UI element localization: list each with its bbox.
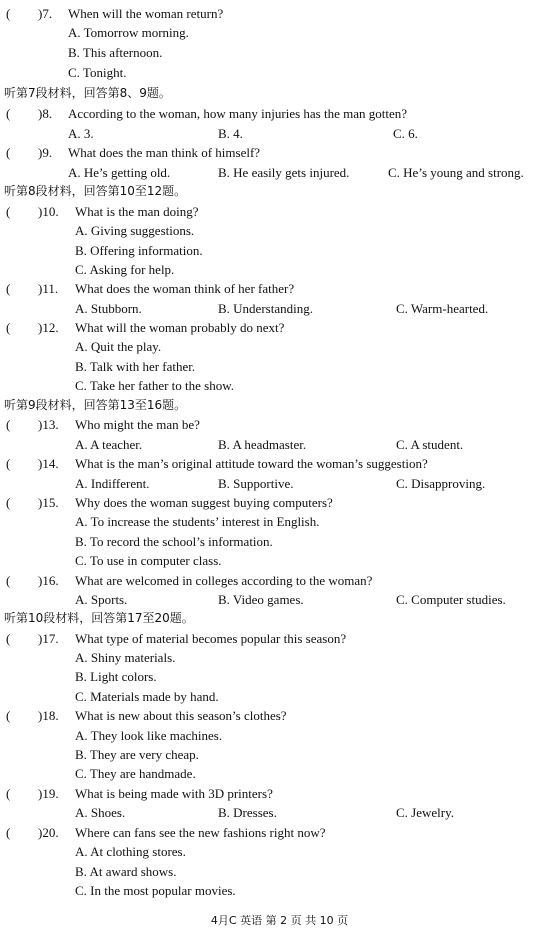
option-row <box>0 299 559 318</box>
section-heading: 听第8段材料，回答第10至12题。 <box>4 184 187 198</box>
option-a: A. To increase the students’ interest in English. <box>75 514 320 529</box>
option-c: C. Tonight. <box>68 65 127 80</box>
option-row <box>0 551 559 570</box>
option-a: A. Quit the play. <box>75 339 162 354</box>
option-b: B. Video games. <box>218 592 304 607</box>
option-b: B. This afternoon. <box>68 45 163 60</box>
question-17 <box>0 629 559 648</box>
option-c: C. 6. <box>393 126 418 141</box>
question-number: )16. <box>38 573 59 588</box>
option-b: B. 4. <box>218 126 243 141</box>
question-number: )10. <box>38 204 59 219</box>
question-number: )11. <box>38 281 59 296</box>
question-number: )12. <box>38 320 59 335</box>
question-13 <box>0 415 559 434</box>
question-number: )17. <box>38 631 59 646</box>
option-b: B. They are very cheap. <box>75 747 199 762</box>
question-16 <box>0 571 559 590</box>
option-c: C. A student. <box>396 437 464 452</box>
answer-blank: ( <box>6 708 11 723</box>
option-a: A. 3. <box>68 126 94 141</box>
option-row <box>0 745 559 764</box>
option-row <box>0 667 559 686</box>
option-row <box>0 337 559 356</box>
page-footer: 4月C 英语 第 2 页 共 10 页 <box>210 914 349 927</box>
question-text: Why does the woman suggest buying computers? <box>75 495 333 510</box>
question-text: What does the woman think of her father? <box>75 281 295 296</box>
question-text: What does the man think of himself? <box>68 145 261 160</box>
question-10 <box>0 202 559 221</box>
option-b: B. Talk with her father. <box>75 359 196 374</box>
section-heading: 听第9段材料，回答第13至16题。 <box>4 398 187 412</box>
answer-blank: ( <box>6 825 11 840</box>
option-row <box>0 43 559 62</box>
question-8 <box>0 104 559 123</box>
option-b: B. Dresses. <box>218 805 277 820</box>
answer-blank: ( <box>6 495 11 510</box>
question-text: What type of material becomes popular this season? <box>75 631 347 646</box>
option-c: C. In the most popular movies. <box>75 883 236 898</box>
option-c: C. Asking for help. <box>75 262 175 277</box>
option-row <box>0 803 559 822</box>
option-c: C. Jewelry. <box>396 805 455 820</box>
answer-blank: ( <box>6 631 11 646</box>
option-c: C. Materials made by hand. <box>75 689 219 704</box>
option-c: C. To use in computer class. <box>75 553 222 568</box>
question-14 <box>0 454 559 473</box>
option-a: A. Stubborn. <box>75 301 142 316</box>
option-a: A. Shoes. <box>75 805 126 820</box>
question-text: What are welcomed in colleges according to the woman? <box>75 573 373 588</box>
option-row <box>0 648 559 667</box>
option-b: B. A headmaster. <box>218 437 307 452</box>
option-a: A. A teacher. <box>75 437 143 452</box>
option-row <box>0 376 559 395</box>
option-c: C. Computer studies. <box>396 592 506 607</box>
option-b: B. He easily gets injured. <box>218 165 350 180</box>
question-20 <box>0 823 559 842</box>
question-number: )18. <box>38 708 59 723</box>
answer-blank: ( <box>6 6 11 21</box>
question-9 <box>0 143 559 162</box>
answer-blank: ( <box>6 281 11 296</box>
option-a: A. Tomorrow morning. <box>68 25 189 40</box>
option-row <box>0 726 559 745</box>
option-row <box>0 260 559 279</box>
option-a: A. He’s getting old. <box>68 165 171 180</box>
option-b: B. Understanding. <box>218 301 313 316</box>
question-text: When will the woman return? <box>68 6 224 21</box>
option-row <box>0 163 559 182</box>
option-row <box>0 241 559 260</box>
option-b: B. To record the school’s information. <box>75 534 273 549</box>
answer-blank: ( <box>6 106 11 121</box>
question-number: )19. <box>38 786 59 801</box>
question-text: Who might the man be? <box>75 417 200 432</box>
answer-blank: ( <box>6 320 11 335</box>
section-heading: 听第10段材料，回答第17至20题。 <box>4 611 194 625</box>
question-number: )14. <box>38 456 59 471</box>
answer-blank: ( <box>6 456 11 471</box>
question-7 <box>0 4 559 23</box>
question-11 <box>0 279 559 298</box>
option-b: B. Offering information. <box>75 243 203 258</box>
question-text: Where can fans see the new fashions right now? <box>75 825 326 840</box>
option-row <box>0 124 559 143</box>
question-text: What is being made with 3D printers? <box>75 786 273 801</box>
question-19 <box>0 784 559 803</box>
option-b: B. Supportive. <box>218 476 294 491</box>
option-b: B. At award shows. <box>75 864 177 879</box>
question-text: What is the man doing? <box>75 204 199 219</box>
answer-blank: ( <box>6 417 11 432</box>
option-c: C. Warm-hearted. <box>396 301 489 316</box>
option-a: A. Shiny materials. <box>75 650 176 665</box>
option-row <box>0 862 559 881</box>
question-number: )7. <box>38 6 53 21</box>
option-row <box>0 357 559 376</box>
answer-blank: ( <box>6 145 11 160</box>
option-row <box>0 474 559 493</box>
question-15 <box>0 493 559 512</box>
option-row <box>0 881 559 900</box>
section-heading: 听第7段材料，回答第8、9题。 <box>4 86 171 100</box>
option-b: B. Light colors. <box>75 669 157 684</box>
option-a: A. Sports. <box>75 592 128 607</box>
option-row <box>0 842 559 861</box>
question-number: )20. <box>38 825 59 840</box>
option-a: A. They look like machines. <box>75 728 223 743</box>
question-text: What will the woman probably do next? <box>75 320 285 335</box>
question-18 <box>0 706 559 725</box>
option-c: C. Take her father to the show. <box>75 378 235 393</box>
question-number: )13. <box>38 417 59 432</box>
option-row <box>0 590 559 609</box>
option-row <box>0 512 559 531</box>
option-row <box>0 764 559 783</box>
option-a: A. Giving suggestions. <box>75 223 195 238</box>
question-12 <box>0 318 559 337</box>
answer-blank: ( <box>6 573 11 588</box>
question-number: )8. <box>38 106 53 121</box>
answer-blank: ( <box>6 786 11 801</box>
question-number: )15. <box>38 495 59 510</box>
option-row <box>0 221 559 240</box>
option-c: C. Disapproving. <box>396 476 486 491</box>
option-row <box>0 687 559 706</box>
question-number: )9. <box>38 145 53 160</box>
option-row <box>0 63 559 82</box>
option-row <box>0 23 559 42</box>
question-text: According to the woman, how many injuries has the man gotten? <box>68 106 408 121</box>
question-text: What is new about this season’s clothes? <box>75 708 287 723</box>
option-c: C. He’s young and strong. <box>388 165 524 180</box>
option-row <box>0 532 559 551</box>
answer-blank: ( <box>6 204 11 219</box>
option-c: C. They are handmade. <box>75 766 196 781</box>
option-a: A. At clothing stores. <box>75 844 186 859</box>
option-a: A. Indifferent. <box>75 476 150 491</box>
option-row <box>0 435 559 454</box>
question-text: What is the man’s original attitude toward the woman’s suggestion? <box>75 456 428 471</box>
